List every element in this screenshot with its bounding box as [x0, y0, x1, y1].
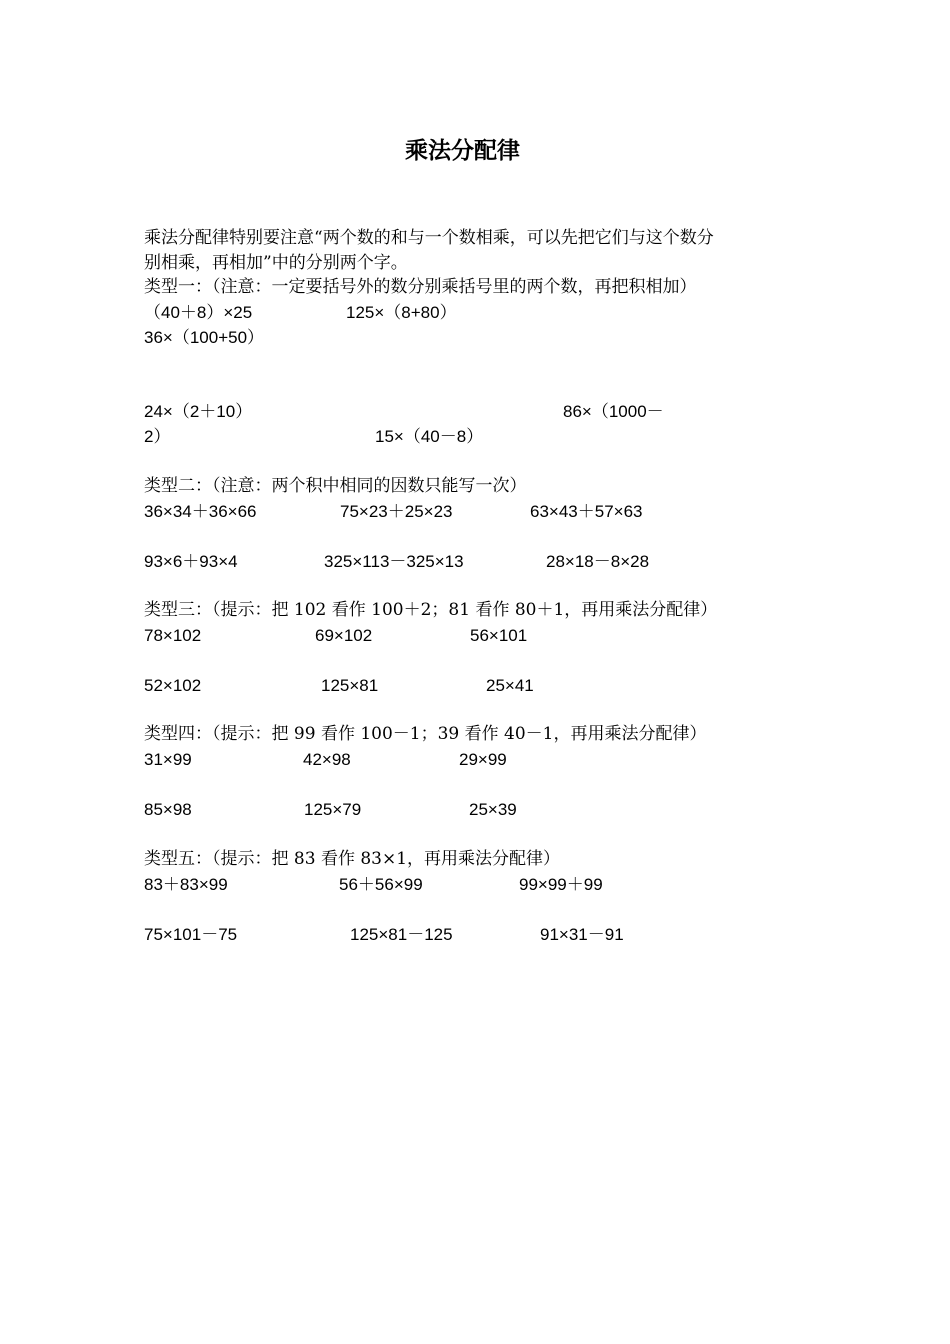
exercise-item: 99×99＋99: [519, 875, 603, 894]
exercise-item: 25×39: [469, 800, 517, 819]
exercise-item: 75×23＋25×23: [340, 502, 453, 521]
exercise-item: 63×43＋57×63: [530, 502, 643, 521]
exercise-item: 36×（100+50）: [144, 328, 265, 347]
exercise-item: 29×99: [459, 750, 507, 769]
exercise-item: 42×98: [303, 750, 351, 769]
type4-heading: 类型四：（提示：把 99 看作 100－1；39 看作 40－1，再用乘法分配律）: [144, 724, 707, 744]
type2-heading: 类型二：（注意：两个积中相同的因数只能写一次）: [144, 476, 527, 496]
exercise-item: 69×102: [315, 626, 373, 645]
exercise-item: 36×34＋36×66: [144, 502, 257, 521]
exercise-item: 125×81: [321, 676, 379, 695]
exercise-item: 125×（8+80）: [346, 303, 457, 322]
exercise-item: 56＋56×99: [339, 875, 423, 894]
exercise-item: 25×41: [486, 676, 534, 695]
exercise-item: 85×98: [144, 800, 192, 819]
exercise-item: 83＋83×99: [144, 875, 228, 894]
exercise-item: 28×18－8×28: [546, 552, 650, 571]
intro-line-1: 乘法分配律特别要注意“两个数的和与一个数相乘，可以先把它们与这个数分: [144, 228, 714, 248]
type5-heading: 类型五：（提示：把 83 看作 83×1，再用乘法分配律）: [144, 849, 561, 869]
intro-line-2: 别相乘，再相加”中的分别两个字。: [144, 253, 408, 273]
exercise-item: 56×101: [470, 626, 528, 645]
exercise-item: 24×（2＋10）: [144, 402, 253, 421]
page-title: 乘法分配律: [405, 137, 520, 164]
exercise-item: 86×（1000－: [563, 402, 664, 421]
exercise-item: 93×6＋93×4: [144, 552, 238, 571]
type3-heading: 类型三：（提示：把 102 看作 100＋2；81 看作 80＋1，再用乘法分配律）: [144, 600, 718, 620]
exercise-item: 125×81－125: [350, 925, 453, 944]
exercise-item: 325×113－325×13: [324, 552, 464, 571]
type1-heading: 类型一：（注意：一定要括号外的数分别乘括号里的两个数，再把积相加）: [144, 277, 697, 297]
exercise-item: 75×101－75: [144, 925, 238, 944]
exercise-item: （40＋8）×25: [144, 303, 253, 322]
exercise-item: 125×79: [304, 800, 362, 819]
exercise-item: 91×31－91: [540, 925, 624, 944]
exercise-item: 31×99: [144, 750, 192, 769]
exercise-item: 52×102: [144, 676, 202, 695]
exercise-item: 15×（40－8）: [375, 427, 484, 446]
exercise-item: 2）: [144, 427, 171, 446]
exercise-item: 78×102: [144, 626, 202, 645]
